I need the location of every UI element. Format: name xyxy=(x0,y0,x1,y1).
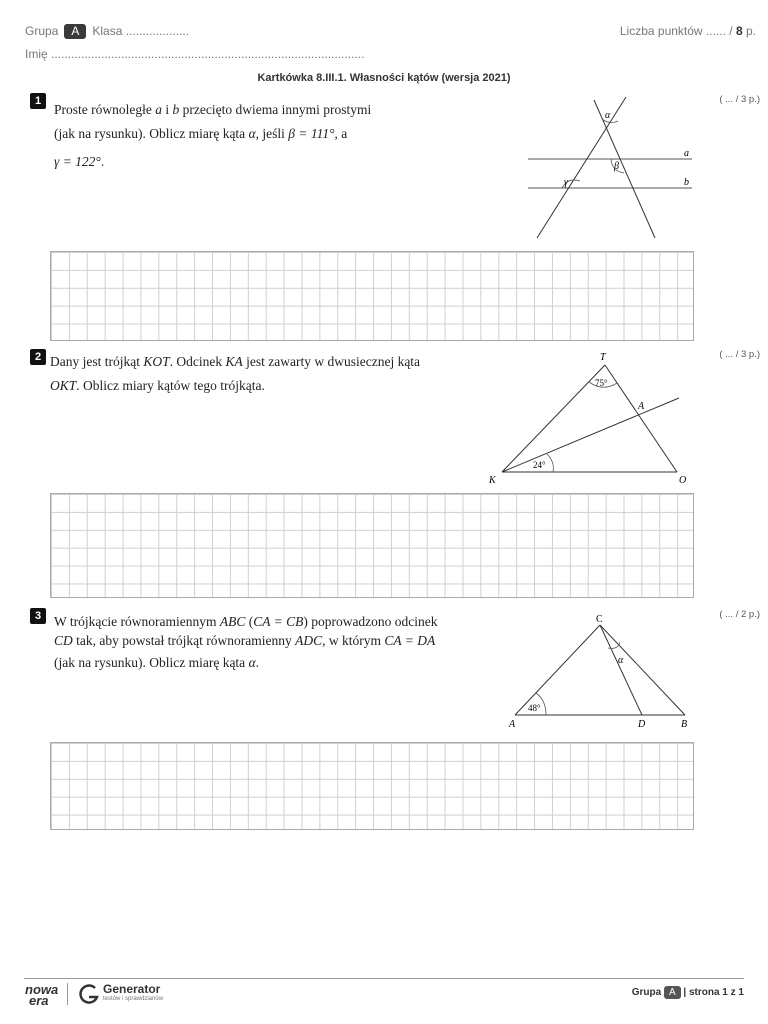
generator-brand: Generator testów i sprawdzianów xyxy=(103,982,164,1002)
task-1-points: ( ... / 3 p.) xyxy=(719,94,760,105)
nowa-era-logo: nowa era xyxy=(25,982,59,1008)
fig3-alpha-label: α xyxy=(618,655,624,666)
fig1-alpha-label: α xyxy=(605,110,611,121)
points-unit: p. xyxy=(745,24,756,38)
fig1-a-label: a xyxy=(684,148,689,159)
task-3-figure xyxy=(500,610,700,735)
points-label: Liczba punktów ...... / xyxy=(619,24,733,38)
imie-field: Imię .............................................................................................. xyxy=(25,47,365,61)
task-1-figure xyxy=(520,95,700,245)
task-3-number: 3 xyxy=(30,608,46,624)
task-2-figure xyxy=(485,348,690,488)
footer-grupa-badge: A xyxy=(664,986,681,999)
task-2-text: Dany jest trójkąt KOT. Odcinek KA jest zawarty w dwusiecznej kąta OKT. Oblicz miary kątów tego trójkąta. xyxy=(50,354,421,393)
logo-separator xyxy=(67,983,68,1005)
points-total: 8 xyxy=(735,24,743,38)
klasa-field: Klasa ................... xyxy=(92,24,190,38)
task-1-number: 1 xyxy=(30,93,46,109)
fig1-b-label: b xyxy=(684,177,689,188)
task-2-number: 2 xyxy=(30,349,46,365)
fig2-O-label: O xyxy=(679,475,687,486)
task-3-points: ( ... / 2 p.) xyxy=(719,609,760,620)
generator-logo-icon xyxy=(78,983,100,1005)
footer-page-info: Grupa A | strona 1 z 1 xyxy=(631,987,744,998)
footer-divider xyxy=(24,978,744,979)
points-total-field xyxy=(620,24,756,38)
fig3-B-label: B xyxy=(681,719,688,730)
task-3-text: W trójkącie równoramiennym ABC (CA = CB) poprowadzono odcinek CD tak, aby powstał trójkąt równoramienny ADC, w którym CA = DA (jak na rysunku). Oblicz miarę kąta α. xyxy=(54,614,438,670)
task-1-text: Proste równoległe a i b przecięto dwiema innymi prostymi (jak na rysunku). Oblicz miarę kąta α, jeśli β = 111°, a γ = 122°. xyxy=(54,102,372,169)
fig2-A-label: A xyxy=(638,401,645,412)
fig1-gamma-label: γ xyxy=(564,177,568,188)
fig2-K-label: K xyxy=(489,475,496,486)
fig2-angle-T: 75° xyxy=(595,378,608,388)
fig3-C-label: C xyxy=(596,614,603,625)
answer-grid-3[interactable] xyxy=(50,742,694,830)
header-grupa xyxy=(25,24,189,39)
fig3-A-label: A xyxy=(509,719,516,730)
page-title: Kartkówka 8.III.1. Własności kątów (wersja 2021) xyxy=(257,72,511,84)
fig2-T-label: T xyxy=(600,352,606,363)
fig2-angle-K: 24° xyxy=(533,460,546,470)
fig3-angle-A: 48° xyxy=(528,703,541,713)
grupa-label: Grupa xyxy=(25,24,59,38)
answer-grid-2[interactable] xyxy=(50,493,694,598)
grupa-badge: A xyxy=(64,24,86,39)
answer-grid-1[interactable] xyxy=(50,251,694,341)
task-2-points: ( ... / 3 p.) xyxy=(719,349,760,360)
fig3-D-label: D xyxy=(638,719,646,730)
fig1-beta-label: β xyxy=(614,161,619,172)
